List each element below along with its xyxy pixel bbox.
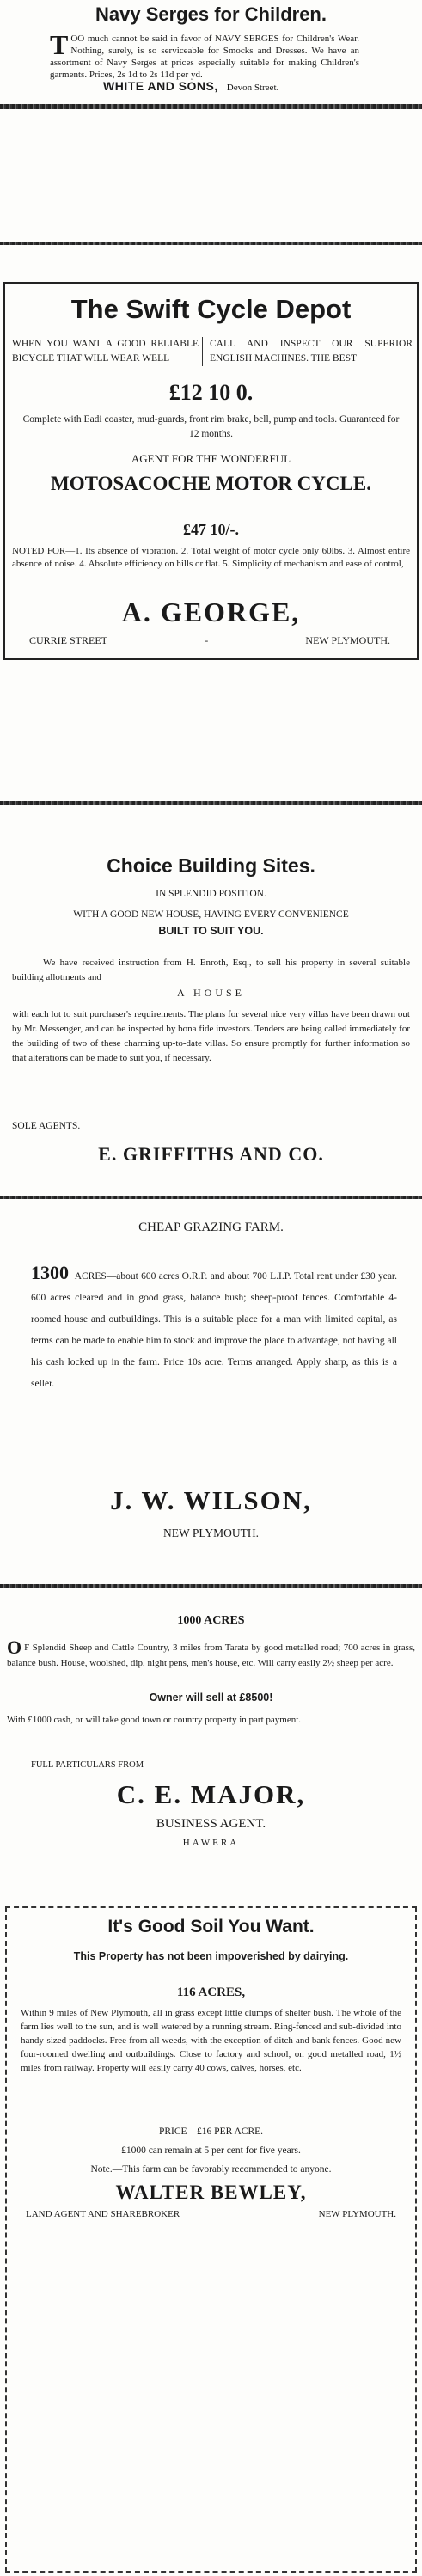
- ad-body: Within 9 miles of New Plymouth, all in grass except little clumps of shelter bush. The whole of the farm lies well to the sun, and is well watered by a running stream. Ring-fenced and sub-divided into handy-sized paddocks. Free from all weeds, with the exception of ditch and bank fences. Good new four-roomed dwelling and outbuildings. Close to factory and school, on good metalled road, 1½ miles from railway. Property will easily carry 40 cows, calves, horses, etc.: [21, 2008, 401, 2073]
- owner-price: Owner will sell at £8500!: [149, 1692, 273, 1704]
- motor-cycle: MOTOSACOCHE MOTOR CYCLE.: [51, 473, 371, 494]
- agent-name: J. W. WILSON,: [110, 1485, 312, 1515]
- ad-title: Choice Building Sites.: [107, 854, 315, 877]
- divider: [0, 1584, 422, 1588]
- proprietor-name: A. GEORGE,: [121, 597, 301, 627]
- ad-title: 1000 ACRES: [177, 1614, 245, 1627]
- price-line: PRICE—£16 PER ACRE.: [158, 2126, 264, 2137]
- ad-navy-serges: [0, 0, 422, 101]
- ad-title: The Swift Cycle Depot: [70, 294, 352, 324]
- ad-building-sites: [0, 851, 422, 1186]
- sole-agents: SOLE AGENTS.: [12, 1121, 81, 1131]
- divider: [0, 104, 422, 109]
- address-street: CURRIE STREET: [29, 634, 108, 646]
- proprietor-address: [29, 634, 390, 647]
- motor-price: £47 10/-.: [183, 521, 239, 538]
- drop-cap: T: [50, 29, 69, 60]
- agent-name: C. E. MAJOR,: [116, 1779, 306, 1809]
- acres-heading: 116 ACRES,: [176, 1986, 246, 1999]
- price: £12 10 0.: [168, 380, 254, 405]
- ad-title: It's Good Soil You Want.: [107, 1917, 315, 1937]
- firm-name: WHITE AND SONS,: [103, 79, 218, 93]
- house-heading: A HOUSE: [176, 987, 245, 999]
- divider: [0, 801, 422, 805]
- ad-title: Navy Serges for Children.: [95, 3, 327, 25]
- ad-body-1: We have received instruction from H. Enroth, Esq., to sell his property in several suitable building allotments and: [12, 958, 410, 982]
- ad-body: [31, 1262, 397, 1395]
- agent-town: NEW PLYMOUTH.: [318, 2209, 396, 2219]
- agent-town: HAWERA: [182, 1838, 240, 1848]
- house-line: WITH A GOOD NEW HOUSE, HAVING EVERY CONVENIENCE: [73, 909, 349, 920]
- ad-body-text: OO much cannot be said in favor of NAVY SERGES for Children's Wear. Nothing, surely, is so serviceable for Smocks and Dresses. We have an assortment of Navy Serges at prices especially suitable for making Children's garments. Prices, 2s 1d to 2s 11d per yd.: [50, 34, 359, 80]
- lead-figure: 1300: [31, 1262, 69, 1283]
- agent-role: LAND AGENT AND SHAREBROKER: [26, 2209, 180, 2219]
- agent-town: NEW PLYMOUTH.: [163, 1527, 259, 1539]
- agent-name: WALTER BEWLEY,: [115, 2181, 307, 2203]
- complete-with: Complete with Eadi coaster, mud-guards, front rim brake, bell, pump and tools. Guaranteed for 12 months.: [22, 414, 400, 439]
- ad-body: [50, 29, 359, 81]
- ad-subtitle: This Property has not been impoverished by dairying.: [73, 1950, 349, 1962]
- note-line: Note.—This farm can be favorably recommended to anyone.: [90, 2164, 332, 2175]
- ad-swift-cycle: [0, 282, 422, 660]
- ad-left-column: WHEN YOU WANT A GOOD RELIABLE BICYCLE THAT WILL WEAR WELL: [12, 337, 203, 366]
- address-town: NEW PLYMOUTH.: [305, 634, 390, 646]
- ad-body-text: ACRES—about 600 acres O.R.P. and about 700 L.I.P. Total rent under £30 year. 600 acres cleared and in good grass, balance bush; sheep-proof fences. Comfortable 4-roomed house and outbuildings. This is a suitable place for a man with limited capital, as terms can be made to enable him to stock and improve the place to advantage, not having all his cash locked up in the farm. Price 10s acre. Terms arranged. Apply sharp, as this is a seller.: [31, 1271, 397, 1389]
- ad-body-2: with each lot to suit purchaser's requirements. The plans for several nice very villas have been drawn out by Mr. Messenger, and can be inspected by bona fide investors. Tenders are being called immediately for the building of two of these charming up-to-date villas. So ensure promptly for further information so that alterations can be made to suit you, if necessary.: [12, 1009, 410, 1063]
- drop-cap: O: [7, 1637, 22, 1658]
- agent-role: BUSINESS AGENT.: [156, 1817, 266, 1831]
- firm-name: E. GRIFFITHS AND CO.: [98, 1143, 324, 1165]
- ad-body-text: F Splendid Sheep and Cattle Country, 3 miles from Tarata by good metalled road; 700 acres in grass, balance bush. House, woolshed, dip, night pens, men's house, etc. Will carry easily 2½ sheep per acre.: [7, 1643, 415, 1668]
- terms-line: £1000 can remain at 5 per cent for five years.: [121, 2145, 301, 2156]
- ad-1000-acres: [0, 1614, 422, 1924]
- ad-title: CHEAP GRAZING FARM.: [138, 1221, 284, 1234]
- ad-good-soil: [0, 1906, 422, 2573]
- ad-body: [7, 1637, 415, 1671]
- divider: [0, 242, 422, 245]
- agent-line: AGENT FOR THE WONDERFUL: [131, 452, 291, 465]
- address-dash: -: [205, 634, 209, 646]
- agent-details: [26, 2209, 396, 2219]
- position-line: IN SPLENDID POSITION.: [156, 889, 266, 899]
- ad-grazing-farm: [0, 1221, 422, 1564]
- noted-for: NOTED FOR—1. Its absence of vibration. 2. Total weight of motor cycle only 60lbs. 3. Almost entire absence of noise. 4. Absolute efficiency on hills or flat. 5. Simplicity of mechanism and ease of control,: [12, 546, 410, 569]
- built-line: BUILT TO SUIT YOU.: [158, 925, 264, 937]
- ad-firm: [103, 79, 378, 95]
- firm-street: Devon Street.: [226, 83, 279, 93]
- ad-right-column: CALL AND INSPECT OUR SUPERIOR ENGLISH MACHINES. THE BEST: [210, 339, 413, 364]
- full-particulars: FULL PARTICULARS FROM: [31, 1760, 144, 1770]
- cash-terms: With £1000 cash, or will take good town or country property in part payment.: [7, 1715, 302, 1725]
- divider: [0, 1196, 422, 1199]
